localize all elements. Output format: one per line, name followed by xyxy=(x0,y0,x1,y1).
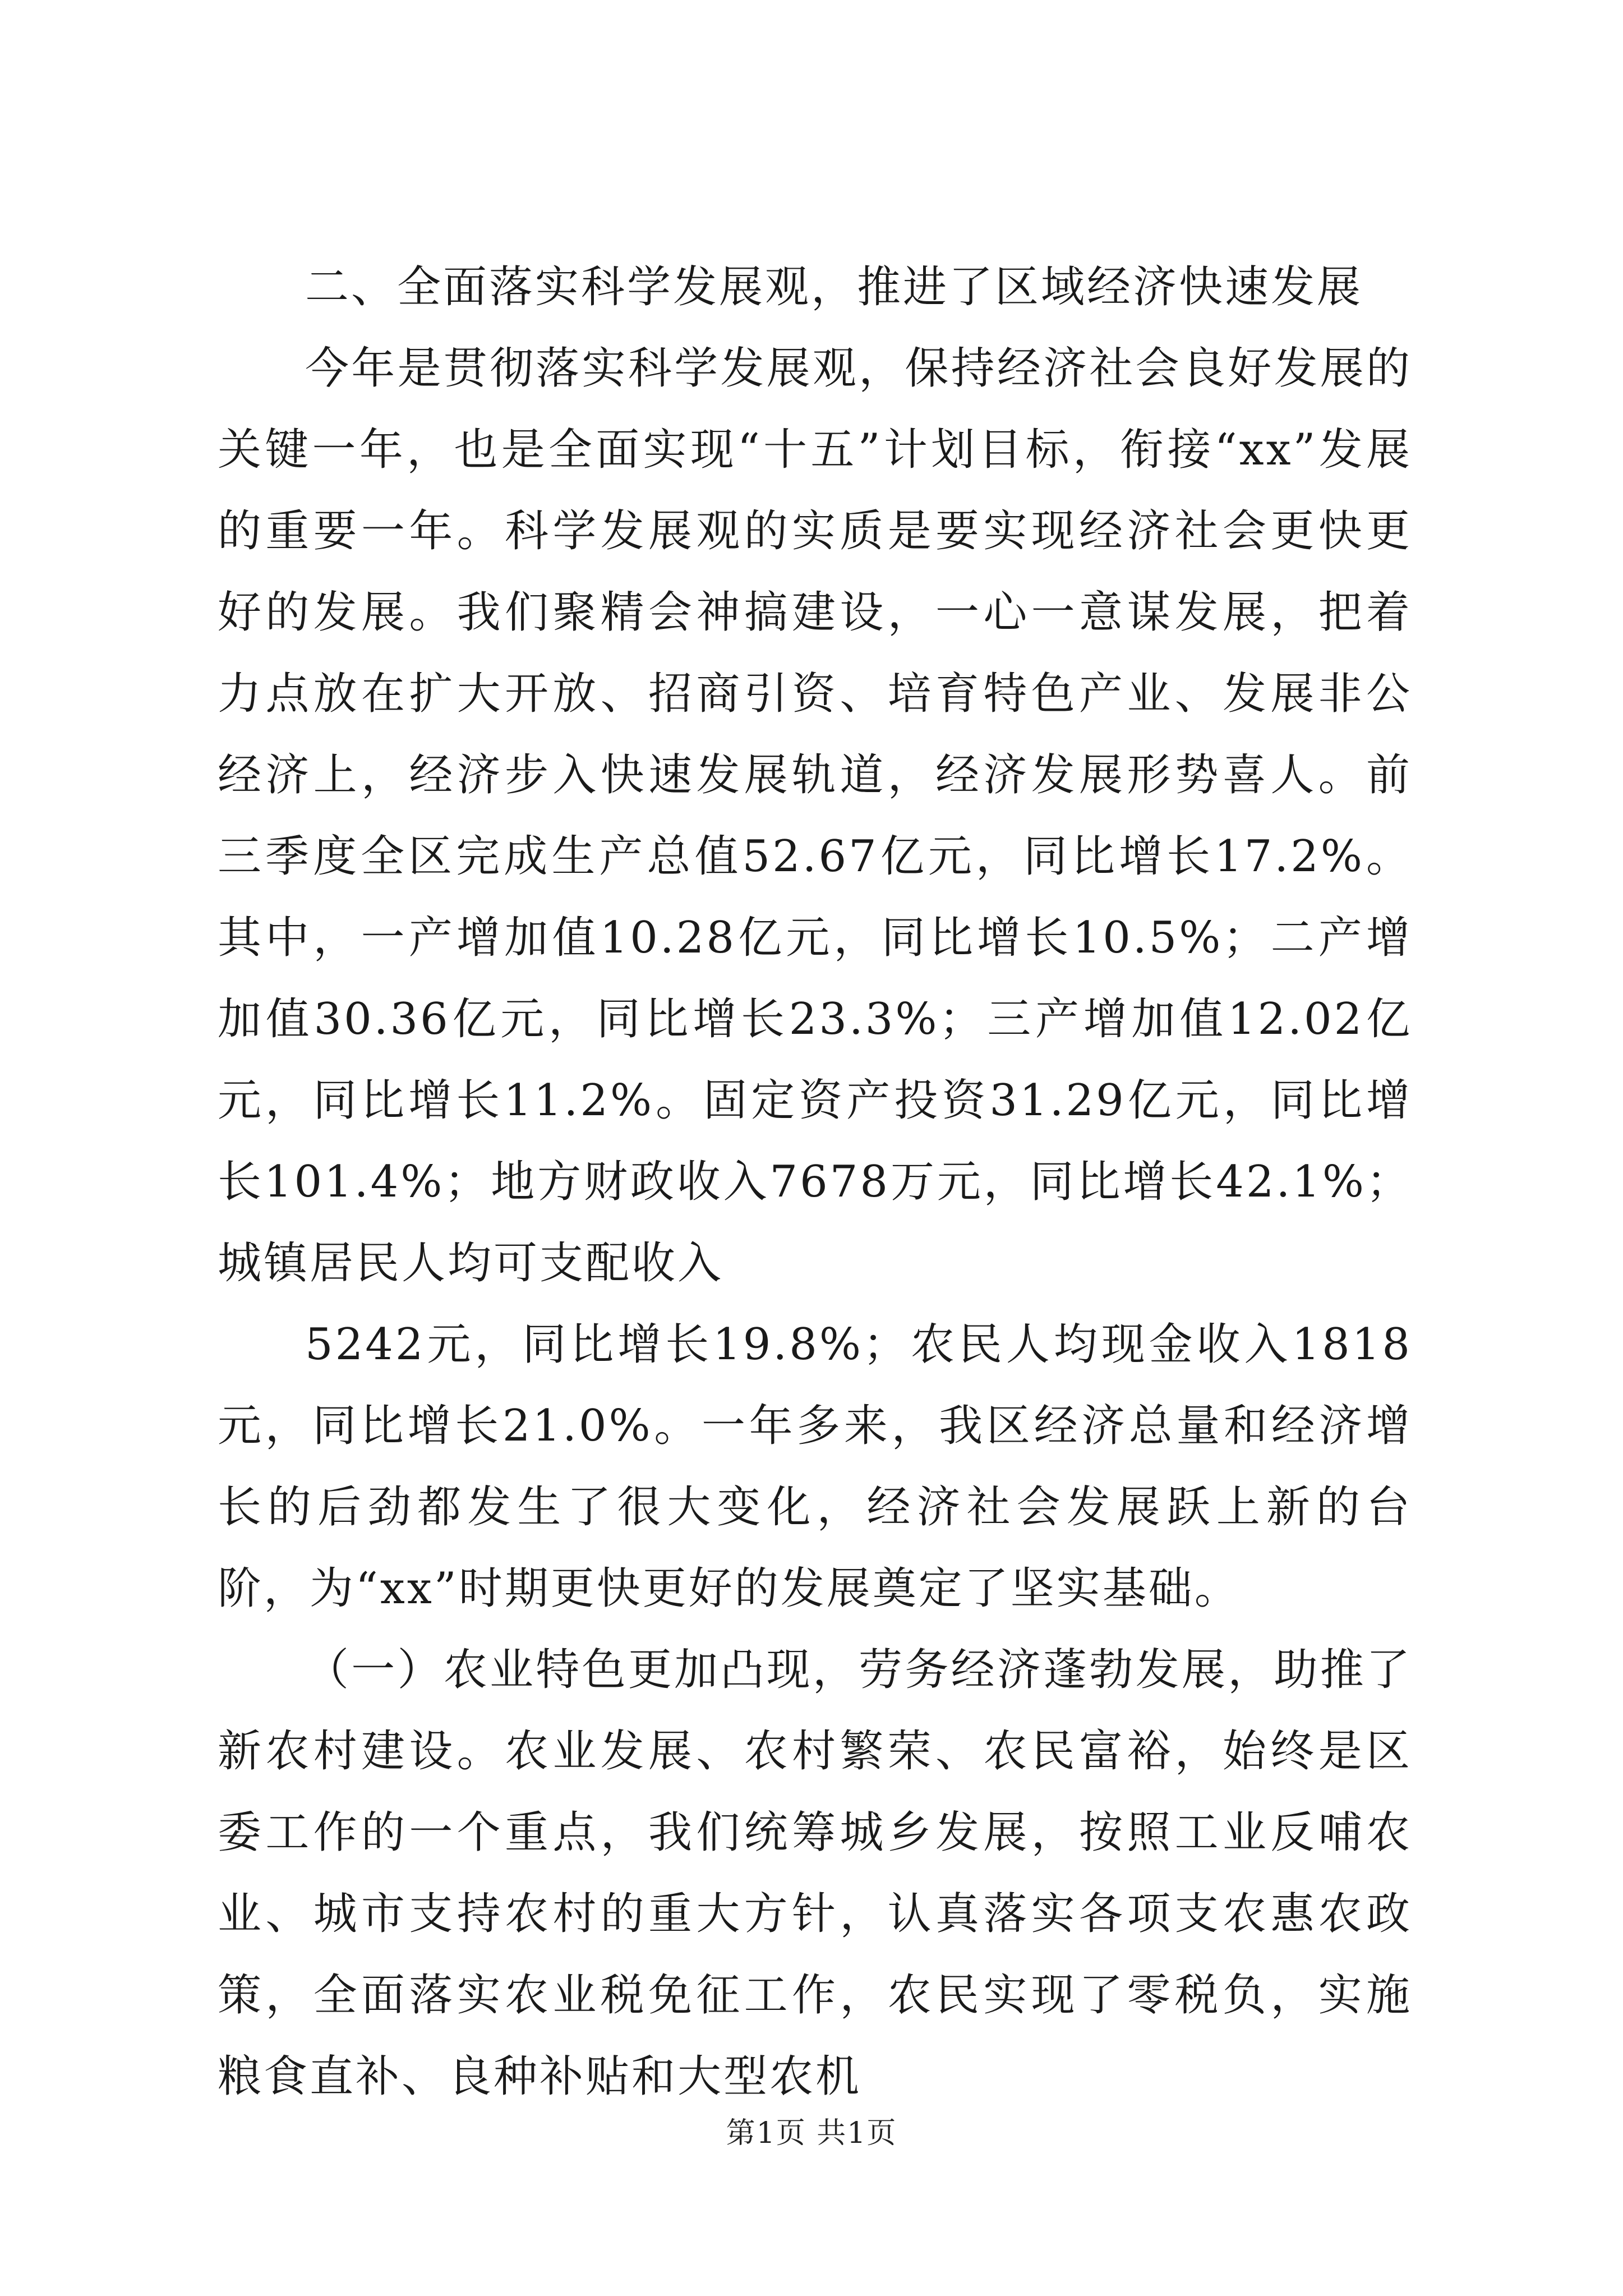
paragraph-agriculture: （一）农业特色更加凸现，劳务经济蓬勃发展，助推了新农村建设。农业发展、农村繁荣、农民富裕，始终是区委工作的一个重点，我们统筹城乡发展，按照工业反哺农业、城市支持农村的重大方针，认真落实各项支农惠农政策，全面落实农业税免征工作，农民实现了零税负，实施粮食直补、良种补贴和大型农机 xyxy=(218,1645,1412,2102)
document-body xyxy=(218,247,1412,2118)
paragraph-income-growth: 5242元，同比增长19.8%；农民人均现金收入1818元，同比增长21.0%。一年多来，我区经济总量和经济增长的后劲都发生了很大变化，经济社会发展跃上新的台阶，为“xx”时期更快更好的发展奠定了坚实基础。 xyxy=(218,1319,1412,1614)
page-number-footer: 第1页 共1页 xyxy=(726,2116,897,2150)
paragraph-economy-overview: 今年是贯彻落实科学发展观，保持经济社会良好发展的关键一年，也是全面实现“十五”计划目标，衔接“xx”发展的重要一年。科学发展观的实质是要实现经济社会更快更好的发展。我们聚精会神搞建设，一心一意谋发展，把着力点放在扩大开放、招商引资、培育特色产业、发展非公经济上，经济步入快速发展轨道，经济发展形势喜人。前三季度全区完成生产总值52.67亿元，同比增长17.2%。其中，一产增加值10.28亿元，同比增长10.5%；二产增加值30.36亿元，同比增长23.3%；三产增加值12.02亿元，同比增长11.2%。固定资产投资31.29亿元，同比增长101.4%；地方财政收入7678万元，同比增长42.1%；城镇居民人均可支配收入 xyxy=(218,343,1412,1289)
section-heading: 二、全面落实科学发展观，推进了区域经济快速发展 xyxy=(305,262,1363,312)
